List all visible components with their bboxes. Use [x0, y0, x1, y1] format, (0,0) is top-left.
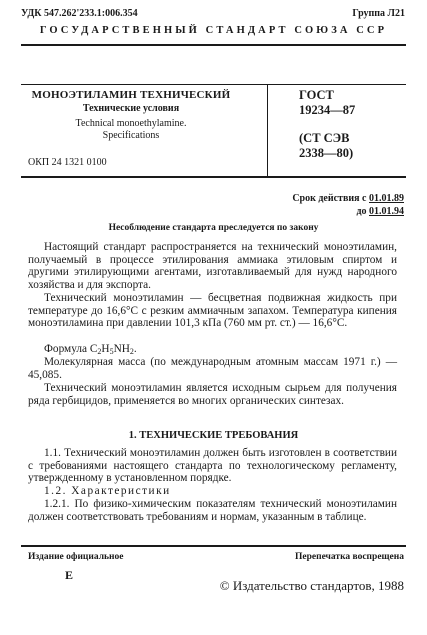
footer-rule [21, 545, 406, 547]
formula-label: Формула [44, 343, 88, 355]
st-sev-line2: 2338—80) [299, 146, 354, 160]
clause-1-2: 1.2. Характеристики [44, 485, 171, 497]
section-heading: 1. ТЕХНИЧЕСКИЕ ТРЕБОВАНИЯ [128, 430, 299, 441]
edition-letter: Е [65, 568, 74, 582]
title-english-line2: Specifications [102, 130, 160, 141]
group-code: Группа Л21 [352, 8, 405, 19]
reprint-prohibited-note: Перепечатка воспрещена [294, 552, 404, 562]
intro-paragraph-1: Настоящий стандарт распространяется на технический моноэтиламин, получаемый в процессе этилирования аммиака этиловым спиртом и другими этилирующими агентами, изготавливаемый для нужд народного хозяйства и для экспорта. [28, 241, 397, 291]
law-notice: Несоблюдение стандарта преследуется по закону [108, 223, 319, 233]
title-box-divider [267, 84, 268, 176]
okp-code: ОКП 24 1321 0100 [28, 157, 107, 168]
st-sev-line1: (СТ СЭВ [299, 131, 350, 145]
chemical-formula: $C_2H_5NH_2$. [89, 343, 137, 356]
title-box-bottom-rule [21, 176, 406, 178]
document-subtitle: Технические условия [82, 103, 180, 114]
gost-label: ГОСТ [299, 88, 334, 102]
title-english-line1: Technical monoethylamine. [75, 118, 187, 129]
gost-number: 19234—87 [299, 103, 356, 117]
official-edition-note: Издание официальное [28, 552, 124, 562]
validity-to-prefix: до [356, 206, 367, 217]
clause-1-1: 1.1. Технический моноэтиламин должен быть изготовлен в соответствии с требованиями настоящего стандарта по технологическому регламенту, утвержденному в установленном порядке. [28, 447, 397, 485]
title-box-top-rule [21, 84, 406, 85]
udk-code: УДК 547.262'233.1:006.354 [21, 8, 138, 19]
validity-from-date: 01.01.89 [369, 193, 404, 204]
document-title: МОНОЭТИЛАМИН ТЕХНИЧЕСКИЙ [31, 89, 231, 101]
intro-paragraph-2: Технический моноэтиламин — бесцветная подвижная жидкость при температуре до 16,6°С с резким аммиачным запахом. Температура кипения моноэтиламина при давлении 101,3 кПа (760 мм рт. ст.) — 16,6°С. [28, 292, 397, 330]
validity-from-prefix: с [362, 193, 367, 204]
validity-label: Срок действия [292, 193, 360, 204]
clause-1-2-1: 1.2.1. По физико-химическим показателям технический моноэтиламин должен соответствовать требованиям и нормам, указанным в таблице. [28, 498, 397, 523]
header-rule [21, 44, 406, 46]
intro-paragraph-4: Технический моноэтиламин является исходным сырьем для получения ряда гербицидов, применяется во многих органических синтезах. [28, 382, 397, 407]
state-standard-banner: ГОСУДАРСТВЕННЫЙ СТАНДАРТ СОЮЗА ССР [39, 25, 388, 36]
validity-to-date: 01.01.94 [369, 206, 404, 217]
intro-paragraph-3: Молекулярная масса (по международным атомным массам 1971 г.) — 45,085. [28, 356, 397, 381]
validity-to [356, 206, 404, 217]
validity-from [292, 193, 404, 204]
copyright-notice: © Издательство стандартов, 1988 [219, 578, 404, 593]
